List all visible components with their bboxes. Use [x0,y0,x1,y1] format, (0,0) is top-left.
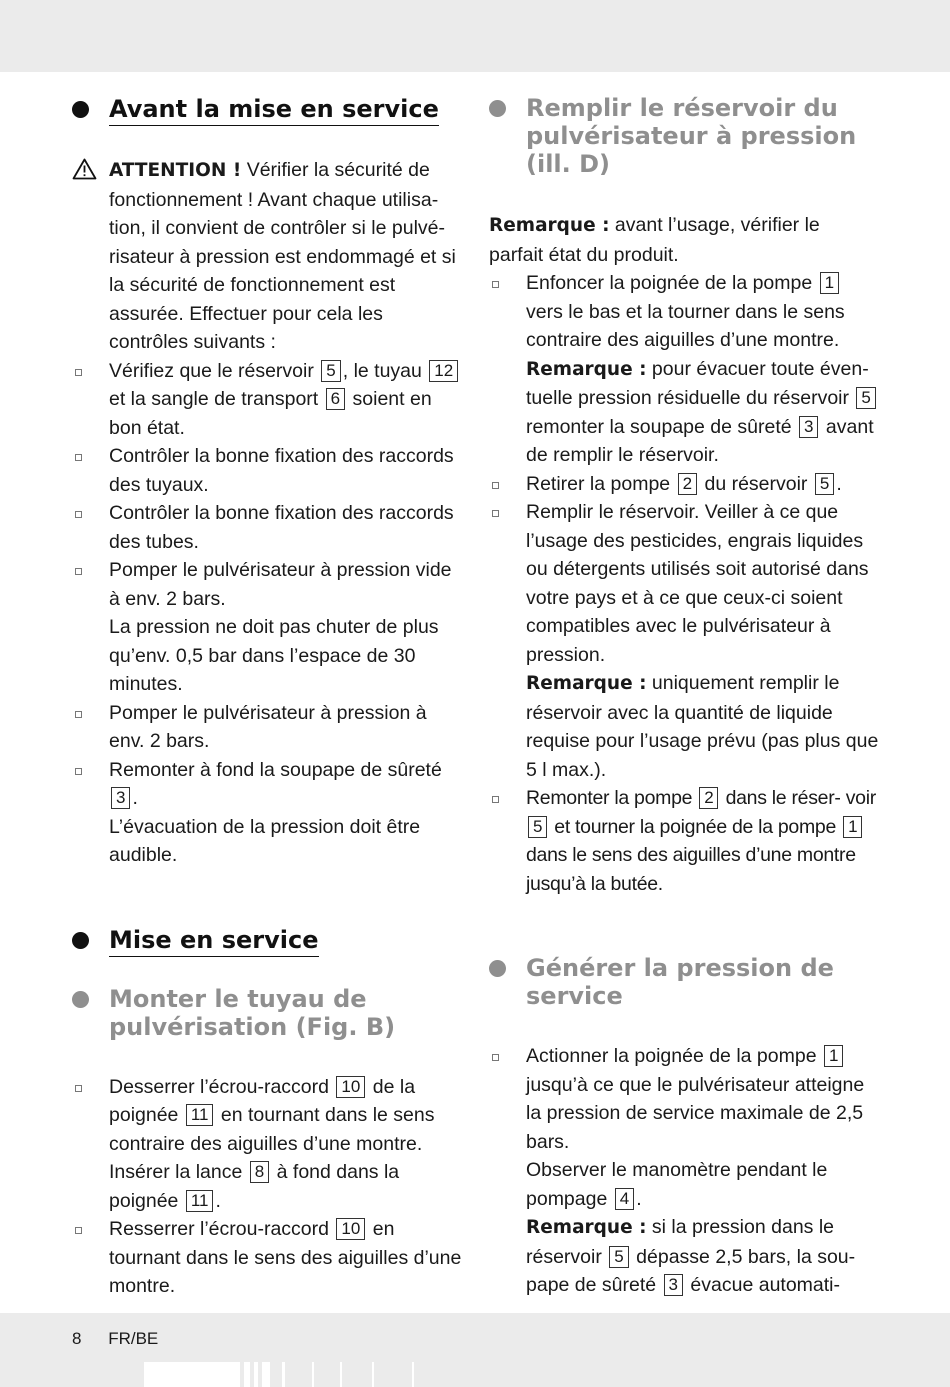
pressure-note: La pression ne doit pas chuter de plus qu’env. 0,5 bar dans l’espace de 30 minutes. [109,616,439,695]
checkbox-bullet-icon [75,711,82,718]
list-item-push-handle: Enfoncer la poignée de la pompe 1 vers le bas et la tourner dans le sens contraire des aiguilles d’une montre. [489,269,879,355]
overpressure-remark: Remarque : si la pression dans le réservoir 5 dépasse 2,5 bars, la sou- pape de sûreté 3 évacue automati- [526,1216,856,1296]
bullet-dot-icon [489,100,506,117]
part-number: 12 [429,360,458,382]
checkbox-bullet-icon [75,454,82,461]
list-item-tighten-nut: Resserrer l’écrou-raccord 10 en tournant dans le sens des aiguilles d’une montre. [72,1215,462,1301]
checkbox-bullet-icon [75,1085,82,1092]
bullet-dot-icon [489,960,506,977]
checkbox-bullet-icon [492,482,499,489]
warning-triangle-icon [72,158,97,180]
list-item-remove-pump: Retirer la pompe 2 du réservoir 5 . [489,470,879,499]
part-number: 11 [186,1104,214,1126]
list-item-check-tubes: Contrôler la bonne fixation des raccords des tubes. [72,499,462,556]
subsection-title-fill-tank: Remplir le réservoir du pulvérisateur à pression (ill. D) [489,94,879,178]
list-item-safety-valve: Remonter à fond la soupape de sûreté 3 . [72,756,462,813]
part-number: 10 [336,1218,365,1240]
part-number: 5 [609,1246,628,1268]
manometer-note: Observer le manomètre pendant le pompage 4 . [526,1159,828,1210]
part-number: 3 [799,416,818,438]
intro-remark: Remarque : avant l’usage, vérifier le parfait état du produit. [489,214,820,266]
checkbox-bullet-icon [75,1227,82,1234]
part-number: 3 [111,787,130,809]
checkbox-bullet-icon [75,369,82,376]
checkbox-bullet-icon [492,510,499,517]
right-column [489,94,879,1300]
part-number: 2 [678,473,697,495]
bullet-dot-icon [72,101,89,118]
attention-text: Vérifier la sécurité de fonctionnement ! Avant chaque utilisa- tion, il convient de contrôler si le pulvé- risateur à pression est endommagé et si la sécurité de fonctionnement est assurée. Effectuer pour cela les contrôles suivants : [109,159,456,353]
fill-quantity-remark: Remarque : uniquement remplir le réservoir avec la quantité de liquide requise pour l’usage prévu (pas plus que 5 l max.). [526,672,879,781]
print-marks [72,1362,452,1387]
section-title-before-use: Avant la mise en service [72,94,462,126]
list-item-check-condition: Vérifiez que le réservoir 5 , le tuyau 12 et la sangle de transport 6 soient en bon état. [72,357,462,443]
part-number: 6 [326,388,345,410]
list-item-refit-pump: Remonter la pompe 2 dans le réser- voir 5 et tourner la poignée de la pompe 1 dans le sens des aiguilles d’une montre jusqu’à la butée. [489,784,879,898]
remark-label: Remarque : [489,215,610,236]
checkbox-bullet-icon [75,568,82,575]
part-number: 1 [824,1045,843,1067]
left-column [72,94,462,1301]
part-number: 5 [856,387,875,409]
list-item-fill-tank: Remplir le réservoir. Veiller à ce que l’usage des pesticides, engrais liquides ou détergents utilisés soit autorisé dans votre pays et à ce que ceux-ci soient compatibles avec le pulvérisateur à pression. [489,498,879,669]
checkbox-bullet-icon [75,511,82,518]
attention-block [72,156,462,357]
checkbox-bullet-icon [75,768,82,775]
part-number: 8 [250,1161,269,1183]
subsection-title-generate-pressure: Générer la pression de service [489,954,879,1010]
subsection-title-mount-hose: Monter le tuyau de pulvérisation (Fig. B) [72,985,462,1041]
locale-label: FR/BE [108,1329,159,1348]
top-band [0,0,950,72]
residual-pressure-remark: Remarque : pour évacuer toute éven- tuelle pression résiduelle du réservoir 5 remonter la soupape de sûreté 3 avant de remplir le réservoir. [489,355,879,470]
checkbox-bullet-icon [492,796,499,803]
bullet-dot-icon [72,991,89,1008]
list-item-check-hoses: Contrôler la bonne fixation des raccords des tuyaux. [72,442,462,499]
remark-label: Remarque : [526,673,647,694]
page-number: 8 [72,1329,82,1348]
list-item-loosen-nut: Desserrer l’écrou-raccord 10 de la poignée 11 en tournant dans le sens contraire des aiguilles d’une montre. Insérer la lance 8 à fond dans la poignée 11 . [72,1073,462,1216]
part-number: 11 [186,1190,214,1212]
part-number: 5 [321,360,340,382]
part-number: 4 [615,1188,634,1210]
audible-note: L’évacuation de la pression doit être audible. [109,815,421,866]
checkbox-bullet-icon [492,1054,499,1061]
bullet-dot-icon [72,932,89,949]
part-number: 10 [336,1076,365,1098]
part-number: 3 [664,1274,683,1296]
attention-label: ATTENTION ! [109,160,242,181]
list-item-operate-pump: Actionner la poignée de la pompe 1 jusqu’à ce que le pulvérisateur atteigne la pression de service maximale de 2,5 bars. [489,1042,879,1156]
remark-label: Remarque : [526,1217,647,1238]
part-number: 5 [528,816,547,838]
part-number: 1 [843,816,862,838]
section-title-operation: Mise en service [72,925,462,957]
list-item-pump-2bar: Pomper le pulvérisateur à pression à env. 2 bars. [72,699,462,756]
part-number: 1 [820,272,839,294]
part-number: 5 [815,473,834,495]
checkbox-bullet-icon [492,281,499,288]
remark-label: Remarque : [526,358,647,380]
list-item-pump-empty: Pomper le pulvérisateur à pression vide à env. 2 bars. [72,556,462,613]
page-footer [72,1329,158,1349]
part-number: 2 [699,787,718,809]
